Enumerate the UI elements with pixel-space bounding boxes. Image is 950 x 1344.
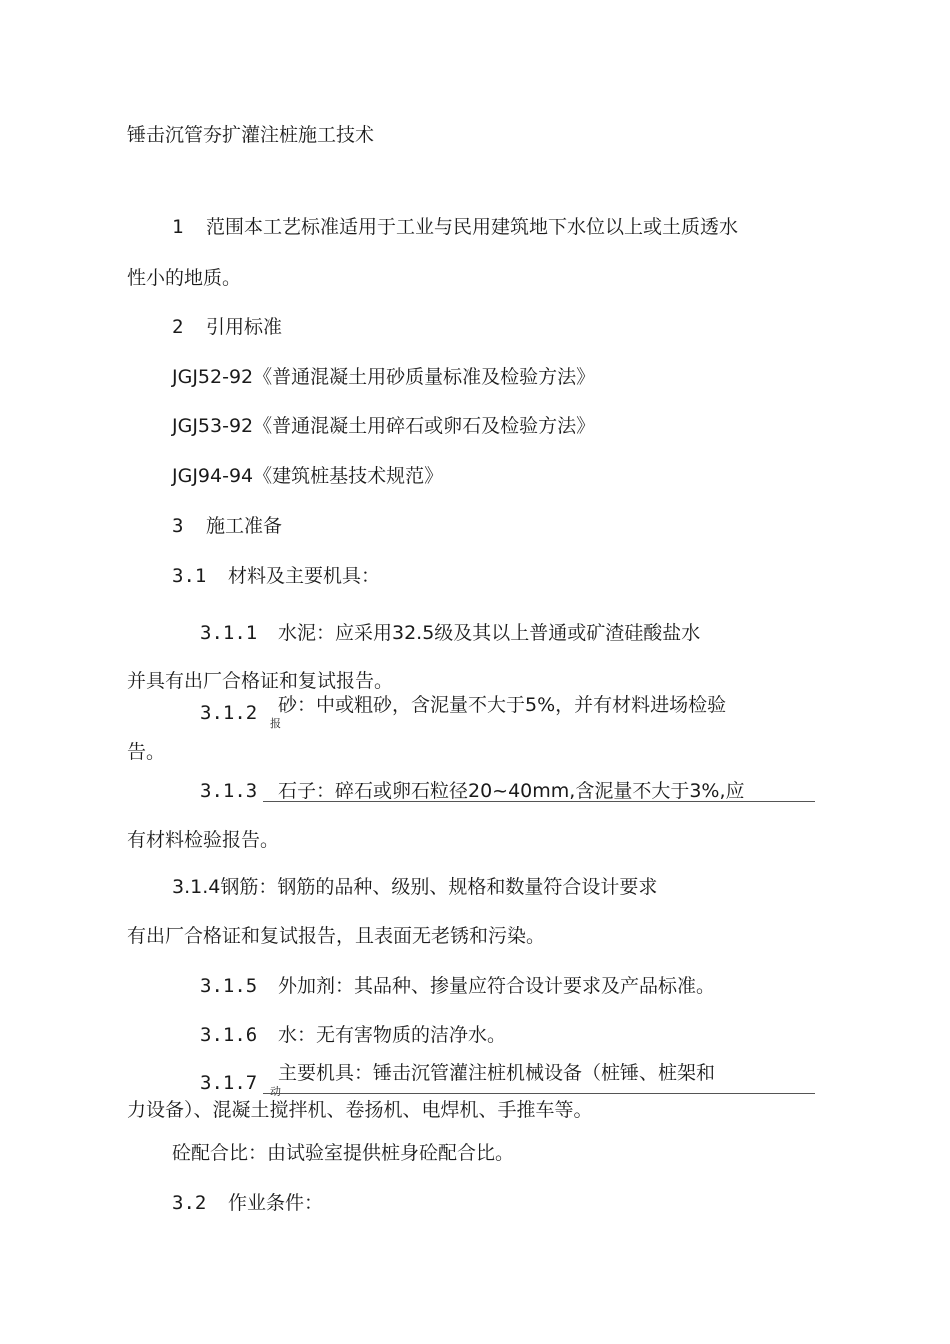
item-3-1-1-number: 3.1.1 (200, 622, 258, 644)
item-3-1-7-underline (263, 1093, 815, 1094)
reference-jgj53: JGJ53-92《普通混凝土用碎石或卵石及检验方法》 (172, 415, 596, 437)
item-3-1-7-line2: 力设备）、混凝土搅拌机、卷扬机、电焊机、手推车等。 (127, 1099, 593, 1121)
item-3-1-5-text: 外加剂：其品种、掺量应符合设计要求及产品标准。 (278, 975, 716, 997)
section-1-text-line2: 性小的地质。 (127, 267, 242, 289)
item-3-1-7-number: 3.1.7 (200, 1072, 258, 1094)
reference-jgj52: JGJ52-92《普通混凝土用砂质量标准及检验方法》 (172, 366, 596, 388)
item-3-1-2-line1: 砂：中或粗砂，含泥量不大于5%，并有材料进场检验 (278, 694, 727, 716)
item-3-1-4-line2: 有出厂合格证和复试报告，且表面无老锈和污染。 (127, 925, 546, 947)
item-3-1-7-line1: 主要机具：锤击沉管灌注桩机械设备（桩锤、桩架和 (278, 1062, 716, 1084)
item-3-1-2-number: 3.1.2 (200, 702, 258, 724)
item-3-1-6-text: 水：无有害物质的洁净水。 (278, 1024, 507, 1046)
section-3-number: 3 (172, 515, 184, 537)
item-3-1-3-line2: 有材料检验报告。 (127, 829, 280, 851)
item-3-1-5-number: 3.1.5 (200, 975, 258, 997)
section-1-number: 1 (172, 216, 184, 238)
section-3-1-heading: 材料及主要机具： (228, 565, 381, 587)
reference-jgj94: JGJ94-94《建筑桩基技术规范》 (172, 465, 444, 487)
section-3-2-heading: 作业条件： (228, 1192, 324, 1214)
section-3-1-number: 3.1 (172, 565, 207, 587)
item-3-1-7-fragment: 动 (270, 1085, 281, 1098)
document-title: 锤击沉管夯扩灌注桩施工技术 (127, 124, 375, 146)
item-3-1-1-line2: 并具有出厂合格证和复试报告。 (127, 670, 394, 692)
item-3-1-3-number: 3.1.3 (200, 780, 258, 802)
item-3-1-1-line1: 水泥：应采用32.5级及其以上普通或矿渣硅酸盐水 (278, 622, 701, 644)
section-2-heading: 引用标准 (206, 316, 283, 338)
item-3-1-2-fragment: 报 (270, 717, 281, 730)
item-3-1-6-number: 3.1.6 (200, 1024, 258, 1046)
item-3-1-2-line2: 告。 (127, 741, 166, 763)
section-3-heading: 施工准备 (206, 515, 283, 537)
item-3-1-3-line1: 石子：碎石或卵石粒径20~40mm,含泥量不大于3%,应 (278, 780, 745, 802)
mix-ratio-text: 砼配合比：由试验室提供桩身砼配合比。 (172, 1142, 515, 1164)
section-2-number: 2 (172, 316, 184, 338)
section-1-text-line1: 范围本工艺标准适用于工业与民用建筑地下水位以上或土质透水 (206, 216, 739, 238)
item-3-1-4-line1: 3.1.4钢筋：钢筋的品种、级别、规格和数量符合设计要求 (172, 876, 658, 898)
item-3-1-3-underline (263, 801, 815, 802)
section-3-2-number: 3.2 (172, 1192, 207, 1214)
